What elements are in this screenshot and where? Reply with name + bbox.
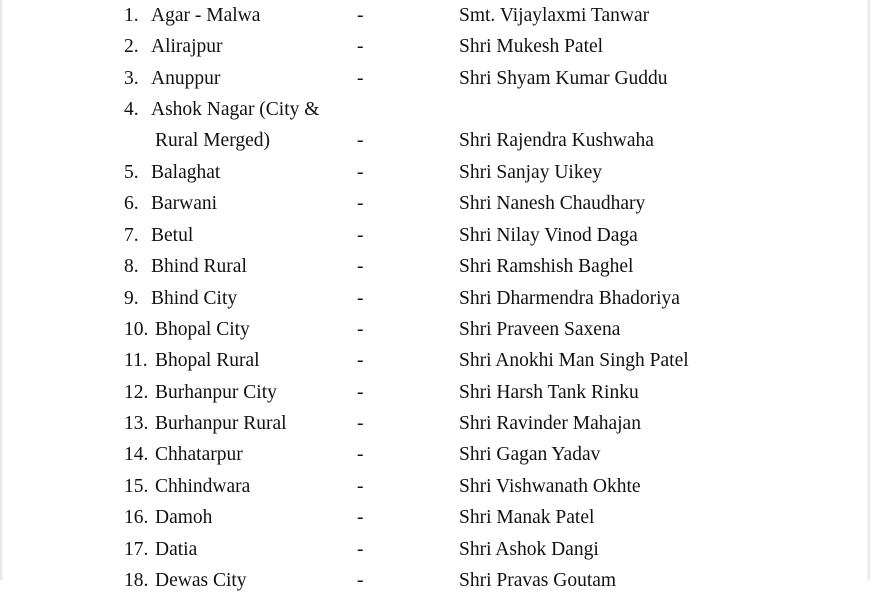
district-name: Bhopal Rural: [155, 350, 260, 371]
district-name: Alirajpur: [151, 36, 223, 57]
appointee-name: Smt. Vijaylaxmi Tanwar: [459, 5, 650, 26]
separator-dash: -: [357, 476, 364, 497]
item-number: 14.: [124, 444, 149, 465]
item-number: 2.: [124, 36, 139, 57]
separator-dash: -: [357, 539, 364, 560]
separator-dash: -: [357, 5, 364, 26]
appointee-name: Shri Nanesh Chaudhary: [459, 193, 646, 214]
appointee-name: Shri Shyam Kumar Guddu: [459, 68, 668, 89]
item-number: 9.: [124, 288, 139, 309]
district-name: Datia: [155, 539, 198, 560]
item-number: 3.: [124, 68, 139, 89]
appointee-name: Shri Harsh Tank Rinku: [459, 382, 639, 403]
item-number: 15.: [124, 476, 149, 497]
item-number: 1.: [124, 5, 139, 26]
district-name: Agar - Malwa: [151, 5, 261, 26]
item-number: 12.: [124, 382, 149, 403]
list-item: [0, 221, 870, 251]
district-name: Chhatarpur: [155, 444, 243, 465]
list-item: [0, 126, 870, 156]
item-number: 4.: [124, 99, 139, 120]
list-item: [0, 158, 870, 188]
list-item: [0, 409, 870, 439]
appointee-name: Shri Dharmendra Bhadoriya: [459, 288, 680, 309]
list-item: [0, 64, 870, 94]
separator-dash: -: [357, 225, 364, 246]
separator-dash: -: [357, 350, 364, 371]
appointee-name: Shri Gagan Yadav: [459, 444, 601, 465]
separator-dash: -: [357, 193, 364, 214]
appointee-name: Shri Ashok Dangi: [459, 539, 599, 560]
district-name: Bhind Rural: [151, 256, 247, 277]
list-item: [0, 440, 870, 470]
item-number: 6.: [124, 193, 139, 214]
district-name: Burhanpur City: [155, 382, 277, 403]
separator-dash: -: [357, 319, 364, 340]
district-name: Anuppur: [151, 68, 221, 89]
district-name: Chhindwara: [155, 476, 251, 497]
separator-dash: -: [357, 68, 364, 89]
appointee-name: Shri Manak Patel: [459, 507, 595, 528]
appointee-name: Shri Vishwanath Okhte: [459, 476, 641, 497]
district-name: Dewas City: [155, 570, 247, 591]
item-number: 16.: [124, 507, 149, 528]
appointee-name: Shri Praveen Saxena: [459, 319, 621, 340]
separator-dash: -: [357, 288, 364, 309]
separator-dash: -: [357, 36, 364, 57]
item-number: 18.: [124, 570, 149, 591]
district-name: Damoh: [155, 507, 213, 528]
list-item: [0, 566, 870, 596]
item-number: 8.: [124, 256, 139, 277]
item-number: 7.: [124, 225, 139, 246]
list-item: [0, 252, 870, 282]
appointee-name: Shri Nilay Vinod Daga: [459, 225, 638, 246]
item-number: 10.: [124, 319, 149, 340]
appointee-name: Shri Mukesh Patel: [459, 36, 604, 57]
item-number: 11.: [124, 350, 148, 371]
separator-dash: -: [357, 507, 364, 528]
district-name: Bhind City: [151, 288, 238, 309]
appointee-name: Shri Sanjay Uikey: [459, 162, 602, 183]
item-number: 17.: [124, 539, 149, 560]
separator-dash: -: [357, 130, 364, 151]
district-name: Burhanpur Rural: [155, 413, 287, 434]
appointee-name: Shri Rajendra Kushwaha: [459, 130, 654, 151]
appointee-name: Shri Pravas Goutam: [459, 570, 617, 591]
list-item: [0, 346, 870, 376]
district-name: Bhopal City: [155, 319, 250, 340]
district-name: Rural Merged): [155, 130, 270, 151]
separator-dash: -: [357, 570, 364, 591]
district-name: Betul: [151, 225, 194, 246]
district-name: Ashok Nagar (City &: [151, 99, 320, 120]
list-item: [0, 95, 870, 125]
list-item: [0, 503, 870, 533]
appointee-name: Shri Ravinder Mahajan: [459, 413, 641, 434]
district-name: Barwani: [151, 193, 218, 214]
item-number: 5.: [124, 162, 139, 183]
list-item: [0, 1, 870, 31]
list-item: [0, 472, 870, 502]
list-item: [0, 535, 870, 565]
list-item: [0, 378, 870, 408]
list-item: [0, 284, 870, 314]
appointee-name: Shri Ramshish Baghel: [459, 256, 634, 277]
item-number: 13.: [124, 413, 149, 434]
list-item: [0, 189, 870, 219]
separator-dash: -: [357, 413, 364, 434]
separator-dash: -: [357, 444, 364, 465]
separator-dash: -: [357, 382, 364, 403]
appointee-name: Shri Anokhi Man Singh Patel: [459, 350, 689, 371]
district-name: Balaghat: [151, 162, 221, 183]
separator-dash: -: [357, 256, 364, 277]
list-item: [0, 32, 870, 62]
list-item: [0, 315, 870, 345]
separator-dash: -: [357, 162, 364, 183]
